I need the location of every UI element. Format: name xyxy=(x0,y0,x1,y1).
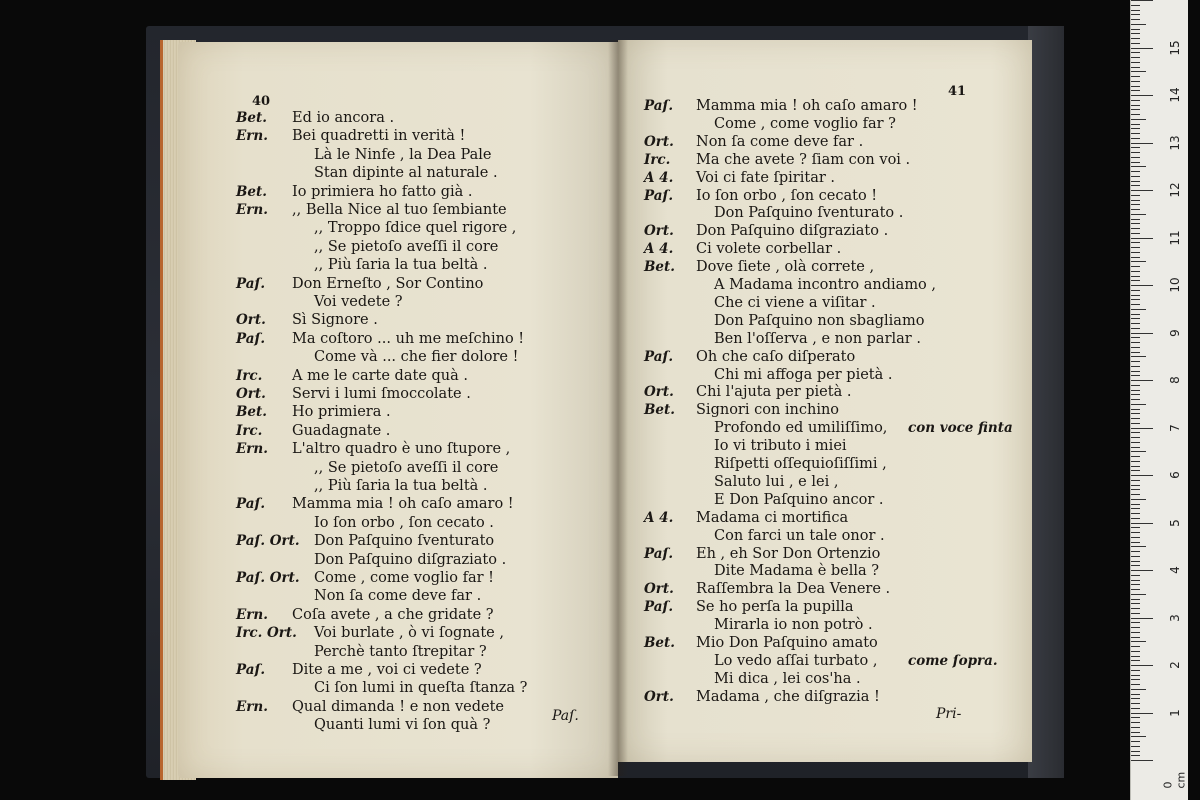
ruler-tick xyxy=(1131,366,1140,367)
ruler-number: 5 xyxy=(1168,518,1182,527)
ruler-tick xyxy=(1131,81,1140,82)
left_page-line-16: Ho primiera . xyxy=(292,404,391,421)
left_page-line-8: ,, Più ſaria la tua beltà . xyxy=(314,257,488,274)
ruler-tick xyxy=(1131,722,1140,723)
ruler-tick xyxy=(1131,162,1140,163)
right_page-line-31: Lo vedo aſſai turbato , xyxy=(714,652,878,669)
left_page-speaker-0: Bet. xyxy=(236,110,267,126)
ruler-tick xyxy=(1131,665,1153,666)
ruler-tick xyxy=(1131,276,1140,277)
left_page-speaker-30: Paſ. xyxy=(236,662,266,678)
right_page-speaker-0: Paſ. xyxy=(644,98,674,114)
ruler-tick xyxy=(1131,375,1140,376)
ruler-tick xyxy=(1131,546,1146,547)
ruler-tick xyxy=(1131,466,1140,467)
ruler-tick xyxy=(1131,409,1140,410)
ruler-tick xyxy=(1131,413,1140,414)
ruler-tick xyxy=(1131,570,1153,571)
ruler-tick xyxy=(1131,423,1140,424)
right_page-speaker-16: Ort. xyxy=(644,384,674,401)
ruler-tick xyxy=(1131,599,1140,600)
ruler-tick xyxy=(1131,171,1140,172)
ruler-tick xyxy=(1131,38,1140,39)
ruler-tick xyxy=(1131,694,1140,695)
ruler-number: 8 xyxy=(1168,376,1182,384)
ruler-number: 14 xyxy=(1168,87,1182,103)
ruler-tick xyxy=(1131,684,1140,685)
ruler-tick xyxy=(1131,290,1140,291)
left_page-speaker-23: Paſ. Ort. xyxy=(236,533,300,550)
ruler-tick xyxy=(1131,447,1140,448)
ruler-tick xyxy=(1131,114,1140,115)
ruler-tick xyxy=(1131,428,1153,429)
ruler-tick xyxy=(1131,637,1140,638)
ruler-tick xyxy=(1131,432,1140,433)
ruler-tick xyxy=(1131,751,1140,752)
right_page-line-2: Non ſa come deve far . xyxy=(696,133,864,150)
ruler-number: 12 xyxy=(1168,182,1182,198)
left_page-line-6: ,, Troppo ſdice quel rigore , xyxy=(314,220,517,237)
ruler-number: 1 xyxy=(1168,708,1182,717)
ruler-tick xyxy=(1131,86,1140,87)
ruler-tick xyxy=(1131,489,1140,490)
ruler-tick xyxy=(1131,19,1140,20)
left_page-line-33: Quanti lumi vi ſon quà ? xyxy=(314,717,491,734)
left_page-speaker-14: Irc. xyxy=(236,367,263,384)
ruler-tick xyxy=(1131,675,1140,676)
left_page-speaker-11: Ort. xyxy=(236,312,266,329)
left_page-line-20: ,, Più ſaria la tua beltà . xyxy=(314,478,488,494)
right_page-line-3: Ma che avete ? ſiam con voi . xyxy=(696,151,911,168)
book-gutter xyxy=(608,40,628,776)
right_page-line-11: Che ci viene a viſitar . xyxy=(714,294,876,311)
ruler-number: 3 xyxy=(1168,613,1182,622)
ruler-tick xyxy=(1131,627,1140,628)
ruler-tick xyxy=(1131,390,1140,391)
ruler-tick xyxy=(1131,613,1140,614)
left_page-line-3: Stan dipinte al naturale . xyxy=(314,165,498,182)
ruler-tick xyxy=(1131,632,1140,633)
ruler-tick xyxy=(1131,318,1140,319)
ruler-tick xyxy=(1131,399,1140,400)
ruler-tick xyxy=(1131,328,1140,329)
ruler-tick xyxy=(1131,746,1140,747)
ruler-tick xyxy=(1131,622,1140,623)
ruler-tick xyxy=(1131,323,1140,324)
right_page-line-25: Eh , eh Sor Don Ortenzio xyxy=(696,545,881,562)
ruler-tick xyxy=(1131,575,1140,576)
ruler-tick xyxy=(1131,461,1140,462)
left_page-line-31: Ci ſon lumi in queſta ſtanza ? xyxy=(314,680,528,697)
left_page-line-1: Bei quadretti in verità ! xyxy=(292,128,466,145)
ruler-tick xyxy=(1131,755,1140,756)
right_page-speaker-25: Paſ. xyxy=(644,545,674,562)
left_page-speaker-21: Paſ. xyxy=(236,496,266,513)
ruler-tick xyxy=(1131,333,1153,334)
ruler-tick xyxy=(1131,418,1140,419)
ruler-tick xyxy=(1131,371,1140,372)
ruler-tick xyxy=(1131,518,1140,519)
ruler-number: 6 xyxy=(1168,471,1182,479)
ruler-tick xyxy=(1131,200,1140,201)
ruler-tick xyxy=(1131,394,1140,395)
ruler-tick xyxy=(1131,656,1140,657)
left_page-speaker-9: Paſ. xyxy=(236,275,266,292)
ruler-tick xyxy=(1131,62,1140,63)
ruler-tick xyxy=(1131,736,1146,737)
ruler-tick xyxy=(1131,214,1146,215)
right_page-line-7: Don Paſquino diſgraziato . xyxy=(696,223,889,240)
ruler-tick xyxy=(1131,404,1146,405)
ruler-number: 10 xyxy=(1168,277,1182,293)
right_page-line-6: Don Paſquino ſventurato . xyxy=(714,205,904,222)
right-page xyxy=(618,40,1032,762)
right_page-line-20: Riſpetti oſſequioſiſſimi , xyxy=(714,456,887,472)
left-catchword: Paſ. xyxy=(552,708,579,724)
ruler-tick xyxy=(1131,152,1140,153)
ruler-tick xyxy=(1131,57,1140,58)
left_page-line-9: Don Erneſto , Sor Contino xyxy=(292,275,484,292)
left_page-line-25: Come , come voglio far ! xyxy=(314,570,494,586)
left_page-speaker-18: Ern. xyxy=(236,441,268,458)
ruler-tick xyxy=(1131,456,1140,457)
ruler-tick xyxy=(1131,43,1140,44)
left_page-line-12: Ma coſtoro ... uh me meſchino ! xyxy=(292,330,525,347)
right_page-speaker-30: Bet. xyxy=(644,635,675,651)
left_page-line-15: Servi i lumi ſmoccolate . xyxy=(292,386,471,402)
left_page-speaker-1: Ern. xyxy=(236,128,268,145)
right_page-speaker-5: Paſ. xyxy=(644,187,674,204)
ruler-tick xyxy=(1131,209,1140,210)
ruler-tick xyxy=(1131,537,1140,538)
left_page-line-23: Don Paſquino ſventurato xyxy=(314,533,495,550)
right_page-speaker-33: Ort. xyxy=(644,688,674,705)
left-page-number: 40 xyxy=(252,94,271,109)
ruler-tick xyxy=(1131,204,1140,205)
left_page-line-0: Ed io ancora . xyxy=(292,110,395,126)
ruler-tick xyxy=(1131,584,1140,585)
ruler-tick xyxy=(1131,5,1140,6)
ruler-tick xyxy=(1131,10,1140,11)
left-page xyxy=(178,42,618,778)
ruler-number: 15 xyxy=(1168,39,1182,56)
ruler-tick xyxy=(1131,105,1140,106)
ruler-tick xyxy=(1131,176,1140,177)
right_page-line-18: Profondo ed umiliſſimo, xyxy=(714,420,888,437)
ruler-tick xyxy=(1131,109,1140,110)
right_page-line-17: Signori con inchino xyxy=(696,402,840,419)
left_page-line-28: Voi burlate , ò vi ſognate , xyxy=(314,625,504,642)
ruler-tick xyxy=(1131,219,1140,220)
left_page-speaker-15: Ort. xyxy=(236,386,266,402)
right_page-line-23: Madama ci mortifica xyxy=(696,509,849,526)
left_page-speaker-5: Ern. xyxy=(236,202,268,218)
ruler-tick xyxy=(1131,565,1140,566)
ruler-tick xyxy=(1131,475,1153,476)
left_page-line-30: Dite a me , voi ci vedete ? xyxy=(292,662,482,678)
ruler-tick xyxy=(1131,76,1140,77)
ruler-tick xyxy=(1131,14,1140,15)
ruler-tick xyxy=(1131,385,1140,386)
ruler-tick xyxy=(1131,451,1146,452)
ruler-tick xyxy=(1131,90,1140,91)
right_page-speaker-2: Ort. xyxy=(644,133,674,150)
ruler-tick xyxy=(1131,133,1140,134)
ruler-tick xyxy=(1131,760,1153,761)
ruler-tick xyxy=(1131,347,1140,348)
ruler-tick xyxy=(1131,181,1140,182)
ruler-tick xyxy=(1131,713,1153,714)
right_page-line-0: Mamma mia ! oh caſo amaro ! xyxy=(696,98,918,114)
ruler-tick xyxy=(1131,271,1140,272)
right_page-stage-direction-31: come ſopra. xyxy=(908,652,998,669)
ruler-tick xyxy=(1131,504,1140,505)
ruler-unit-label: 0 cm xyxy=(1161,771,1188,789)
ruler-tick xyxy=(1131,727,1140,728)
left_page-line-24: Don Paſquino diſgraziato . xyxy=(314,551,507,568)
ruler-tick xyxy=(1131,437,1140,438)
right_page-line-21: Saluto lui , e lei , xyxy=(714,473,839,490)
ruler-tick xyxy=(1131,741,1140,742)
right_page-line-27: Raſſembra la Dea Venere . xyxy=(696,581,891,598)
ruler-tick xyxy=(1131,299,1140,300)
right_page-line-28: Se ho perſa la pupilla xyxy=(696,599,854,616)
ruler-tick xyxy=(1131,532,1140,533)
right-catchword: Pri- xyxy=(936,706,962,722)
ruler-tick xyxy=(1131,252,1140,253)
ruler-tick xyxy=(1131,143,1153,144)
left_page-line-18: L'altro quadro è uno ſtupore , xyxy=(292,441,511,458)
ruler-number: 2 xyxy=(1168,661,1182,669)
ruler-tick xyxy=(1131,280,1140,281)
right_page-line-1: Come , come voglio far ? xyxy=(714,115,896,132)
ruler-number: 7 xyxy=(1168,423,1182,432)
ruler-tick xyxy=(1131,641,1146,642)
ruler-tick xyxy=(1131,95,1153,96)
ruler-tick xyxy=(1131,708,1140,709)
ruler-tick xyxy=(1131,71,1146,72)
ruler-tick xyxy=(1131,52,1140,53)
right_page-line-10: A Madama incontro andiamo , xyxy=(714,277,937,293)
left_page-line-29: Perchè tanto ſtrepitar ? xyxy=(314,643,487,660)
ruler-tick xyxy=(1131,185,1140,186)
ruler-tick xyxy=(1131,703,1140,704)
right_page-stage-direction-18: con voce finta xyxy=(908,420,1013,437)
left_page-speaker-32: Ern. xyxy=(236,698,268,715)
ruler-tick xyxy=(1131,138,1140,139)
ruler-tick xyxy=(1131,603,1140,604)
ruler-tick xyxy=(1131,698,1140,699)
right_page-line-12: Don Paſquino non sbagliamo xyxy=(714,312,925,329)
right_page-line-29: Mirarla io non potrò . xyxy=(714,617,873,634)
ruler-tick xyxy=(1131,24,1146,25)
right_page-line-19: Io vi tributo i miei xyxy=(714,438,847,455)
ruler-tick xyxy=(1131,157,1140,158)
ruler-tick xyxy=(1131,556,1140,557)
right-page-number: 41 xyxy=(948,84,967,99)
right_page-speaker-14: Paſ. xyxy=(644,348,674,365)
ruler-tick xyxy=(1131,494,1140,495)
right_page-speaker-4: A 4. xyxy=(644,169,674,186)
right_page-line-14: Oh che caſo diſperato xyxy=(696,348,856,365)
ruler-tick xyxy=(1131,337,1140,338)
left_page-speaker-28: Irc. Ort. xyxy=(236,625,297,642)
ruler-tick xyxy=(1131,527,1140,528)
ruler-tick xyxy=(1131,190,1153,191)
left_page-line-13: Come và ... che fier dolore ! xyxy=(314,349,519,366)
ruler-tick xyxy=(1131,0,1153,1)
left_page-speaker-17: Irc. xyxy=(236,422,263,439)
ruler-tick xyxy=(1131,304,1140,305)
right_page-speaker-17: Bet. xyxy=(644,402,675,419)
ruler-number: 4 xyxy=(1168,566,1182,574)
ruler-tick xyxy=(1131,195,1140,196)
ruler-tick xyxy=(1131,689,1146,690)
ruler-tick xyxy=(1131,100,1140,101)
ruler-tick xyxy=(1131,247,1140,248)
ruler-tick xyxy=(1131,242,1140,243)
ruler-tick xyxy=(1131,166,1146,167)
left_page-line-17: Guadagnate . xyxy=(292,422,391,439)
ruler-tick xyxy=(1131,342,1140,343)
ruler-tick xyxy=(1131,732,1140,733)
right_page-speaker-3: Irc. xyxy=(644,151,671,168)
ruler-tick xyxy=(1131,651,1140,652)
right_page-speaker-8: A 4. xyxy=(644,241,674,258)
ruler-tick xyxy=(1131,717,1140,718)
right_page-line-16: Chi l'ajuta per pietà . xyxy=(696,384,852,401)
left_page-line-26: Non ſa come deve far . xyxy=(314,588,482,605)
left_page-line-4: Io primiera ho fatto già . xyxy=(292,183,473,200)
ruler-tick xyxy=(1131,646,1140,647)
left_page-speaker-16: Bet. xyxy=(236,404,267,421)
right_page-speaker-28: Paſ. xyxy=(644,599,674,616)
left_page-speaker-4: Bet. xyxy=(236,183,267,200)
measuring-ruler xyxy=(1130,0,1188,800)
ruler-number: 13 xyxy=(1168,134,1182,151)
ruler-tick xyxy=(1131,442,1140,443)
ruler-tick xyxy=(1131,314,1140,315)
ruler-tick xyxy=(1131,485,1140,486)
ruler-tick xyxy=(1131,660,1140,661)
ruler-number: 9 xyxy=(1168,328,1182,337)
ruler-tick xyxy=(1131,561,1140,562)
ruler-tick xyxy=(1131,670,1140,671)
left_page-line-2: Là le Ninfe , la Dea Pale xyxy=(314,146,492,163)
ruler-tick xyxy=(1131,356,1146,357)
left_page-line-21: Mamma mia ! oh caſo amaro ! xyxy=(292,496,514,513)
ruler-tick xyxy=(1131,542,1140,543)
ruler-tick xyxy=(1131,380,1153,381)
right_page-line-5: Io ſon orbo , ſon cecato ! xyxy=(696,187,878,204)
ruler-tick xyxy=(1131,352,1140,353)
ruler-tick xyxy=(1131,608,1140,609)
ruler-tick xyxy=(1131,266,1140,267)
ruler-tick xyxy=(1131,233,1140,234)
ruler-tick xyxy=(1131,470,1140,471)
right_page-line-4: Voi ci fate ſpiritar . xyxy=(696,169,835,186)
right_page-line-30: Mio Don Paſquino amato xyxy=(696,635,878,651)
ruler-tick xyxy=(1131,361,1140,362)
ruler-tick xyxy=(1131,223,1140,224)
right_page-line-13: Ben l'oſſerva , e non parlar . xyxy=(714,330,921,347)
cover-edge xyxy=(1028,26,1064,778)
left_page-line-22: Io ſon orbo , ſon cecato . xyxy=(314,514,494,531)
left_page-line-14: A me le carte date quà . xyxy=(292,367,468,384)
left_page-speaker-27: Ern. xyxy=(236,606,268,623)
ruler-tick xyxy=(1131,618,1153,619)
ruler-tick xyxy=(1131,499,1146,500)
left_page-line-27: Coſa avete , a che gridate ? xyxy=(292,606,494,623)
right_page-speaker-7: Ort. xyxy=(644,223,674,240)
ruler-tick xyxy=(1131,257,1140,258)
right_page-line-24: Con farci un tale onor . xyxy=(714,527,885,544)
ruler-tick xyxy=(1131,67,1140,68)
right_page-speaker-23: A 4. xyxy=(644,509,674,526)
left_page-speaker-25: Paſ. Ort. xyxy=(236,570,300,586)
right_page-line-8: Ci volete corbellar . xyxy=(696,241,842,258)
ruler-tick xyxy=(1131,48,1153,49)
left_page-line-19: ,, Se pietoſo aveſſi il core xyxy=(314,459,499,476)
ruler-tick xyxy=(1131,295,1140,296)
ruler-tick xyxy=(1131,589,1140,590)
ruler-tick xyxy=(1131,238,1153,239)
right_page-line-9: Dove ſiete , olà correte , xyxy=(696,259,875,276)
ruler-tick xyxy=(1131,261,1146,262)
ruler-tick xyxy=(1131,309,1146,310)
ruler-tick xyxy=(1131,679,1140,680)
right_page-line-26: Dite Madama è bella ? xyxy=(714,563,880,580)
ruler-tick xyxy=(1131,594,1146,595)
ruler-tick xyxy=(1131,33,1140,34)
ruler-number: 11 xyxy=(1168,229,1182,246)
ruler-tick xyxy=(1131,480,1140,481)
left_page-line-7: ,, Se pietoſo aveſſi il core xyxy=(314,238,499,255)
ruler-tick xyxy=(1131,513,1140,514)
ruler-tick xyxy=(1131,119,1146,120)
ruler-tick xyxy=(1131,580,1140,581)
ruler-tick xyxy=(1131,508,1140,509)
ruler-tick xyxy=(1131,29,1140,30)
ruler-tick xyxy=(1131,147,1140,148)
ruler-tick xyxy=(1131,285,1153,286)
right_page-line-15: Chi mi affoga per pietà . xyxy=(714,366,893,383)
left_page-line-32: Qual dimanda ! e non vedete xyxy=(292,698,504,715)
ruler-tick xyxy=(1131,124,1140,125)
left_page-line-11: Sì Signore . xyxy=(292,312,378,329)
ruler-tick xyxy=(1131,523,1153,524)
right_page-line-32: Mi dica , lei cos'ha . xyxy=(714,670,861,687)
right_page-line-22: E Don Paſquino ancor . xyxy=(714,491,884,508)
ruler-tick xyxy=(1131,228,1140,229)
left_page-speaker-12: Paſ. xyxy=(236,330,266,347)
ruler-tick xyxy=(1131,128,1140,129)
ruler-tick xyxy=(1131,551,1140,552)
left_page-line-10: Voi vedete ? xyxy=(314,294,403,310)
right_page-line-33: Madama , che diſgrazia ! xyxy=(696,688,880,705)
right_page-speaker-27: Ort. xyxy=(644,581,674,598)
right_page-speaker-9: Bet. xyxy=(644,259,675,276)
left_page-line-5: ,, Bella Nice al tuo ſembiante xyxy=(292,202,507,218)
